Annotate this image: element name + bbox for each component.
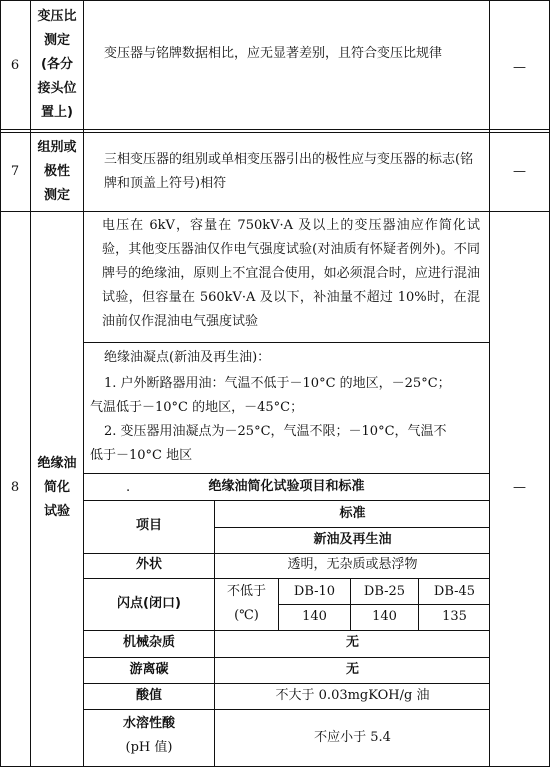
requirement-text: 三相变压器的组别或单相变压器引出的极性应与变压器的标志(铭牌和顶盖上符号)相符 <box>104 152 474 191</box>
test-item-name: 机械杂质 <box>122 635 175 650</box>
item-line: 测定 <box>43 188 70 203</box>
test-item-name: 酸值 <box>135 688 162 703</box>
oil-grade: DB-45 <box>433 584 476 599</box>
flash-point-value: 140 <box>372 609 397 624</box>
remark: — <box>513 480 526 495</box>
flash-point-prefix: 不低于 <box>226 584 266 599</box>
header-item: 项目 <box>135 518 162 533</box>
remark: — <box>513 164 526 179</box>
test-item-name-unit: (pH 值) <box>125 740 173 755</box>
item-line: 极性 <box>43 164 70 179</box>
rule <box>83 500 490 501</box>
item-line: 变压比 <box>37 9 77 24</box>
requirement-text: 电压在 6kV，容量在 750kV·A 及以上的变压器油应作简化试验，其他变压器油仅作电气强度试验(对油质有怀疑者例外)。不同牌号的绝缘油，原则上不宜混合使用，如必须混合时，应进行混油试验，但容量在 560kV·A 及以下，补油量不超过 10%时，在混油前仅作混油电气强度试验 <box>102 218 480 329</box>
rule <box>0 132 550 133</box>
rule <box>83 709 490 710</box>
test-item-name: 闪点(闭口) <box>117 596 181 611</box>
rule <box>83 342 490 343</box>
test-item-value: 无 <box>345 635 359 650</box>
item-line: 试验 <box>43 504 70 519</box>
test-item-name: 水溶性酸 <box>122 716 175 731</box>
item-line: 接头位 <box>37 81 77 96</box>
test-item-value: 不应小于 5.4 <box>314 730 391 745</box>
row-number: 6 <box>10 58 20 73</box>
remark: — <box>513 60 526 75</box>
test-item-value: 透明，无杂质或悬浮物 <box>287 557 418 572</box>
pour-point-line: 低于－10°C 地区 <box>90 448 193 463</box>
pour-point-line: 气温低于－10°C 的地区，－45°C； <box>90 400 304 415</box>
requirement-text: 变压器与铭牌数据相比，应无显著差别，且符合变压比规律 <box>104 46 443 61</box>
item-line: 组别或 <box>37 140 77 155</box>
pour-point-line: 1. 户外断路器用油：气温不低于－10°C 的地区，－25°C； <box>104 376 451 391</box>
oil-grade: DB-10 <box>293 584 336 599</box>
item-line: (各分 <box>41 57 73 72</box>
stray-dot: . <box>126 480 131 495</box>
item-line: 简化 <box>43 480 70 495</box>
flash-point-unit: (℃) <box>234 608 259 623</box>
item-line: 绝缘油 <box>37 456 77 471</box>
item-line: 置上) <box>41 105 73 120</box>
test-item-name: 游离碳 <box>129 662 169 677</box>
item-line: 测定 <box>43 33 70 48</box>
flash-point-value: 135 <box>442 609 467 624</box>
rule <box>83 578 490 579</box>
row-number: 8 <box>10 480 20 495</box>
subtable-title: 绝缘油简化试验项目和标准 <box>208 479 365 494</box>
row-number: 7 <box>10 164 20 179</box>
test-item-name: 外状 <box>135 557 162 572</box>
header-standard: 标准 <box>339 506 366 521</box>
test-item-value: 不大于 0.03mgKOH/g 油 <box>275 688 430 703</box>
test-item-value: 无 <box>345 662 359 677</box>
rule <box>83 473 490 474</box>
pour-point-line: 2. 变压器用油凝点为－25°C，气温不限；－10°C，气温不 <box>104 424 447 439</box>
oil-grade: DB-25 <box>363 584 406 599</box>
flash-point-value: 140 <box>302 609 327 624</box>
rule <box>0 0 1 767</box>
header-new-oil: 新油及再生油 <box>313 532 392 547</box>
pour-point-line: 绝缘油凝点(新油及再生油)： <box>104 350 271 365</box>
